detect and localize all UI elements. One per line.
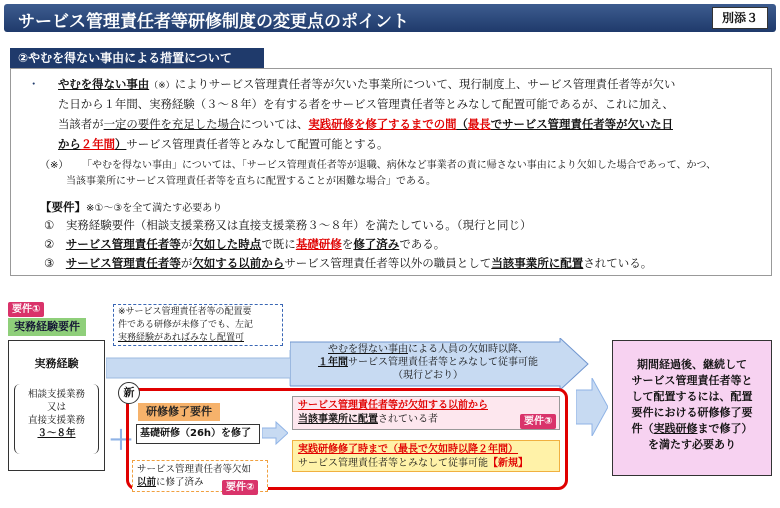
requirement-2: ② サービス管理責任者等が欠如した時点で既に基礎研修を修了済みである。 [44,237,446,251]
req3-box: サービス管理責任者等が欠如する以前から 当該事業所に配置されている者 [292,396,560,430]
current-rule-text: やむを得ない事由による人員の欠如時以降、 １年間サービス管理責任者等とみなして従事可能 （現行どおり） [298,343,558,382]
result-line: を満たす必要あり [648,438,736,451]
requirements-label: 【要件】※①～③を全て満たす必要あり [40,200,223,214]
req2-box: サービス管理責任者等欠如 以前に修了済み [132,460,268,492]
jitsumu-label: 実務経験要件 [8,318,86,336]
result-line: サービス管理責任者等と [631,374,753,387]
requirement-1: ① 実務経験要件（相談支援業務又は直接支援業務３～８年）を満たしている。（現行と同じ） [44,218,532,232]
callout-line: ※サービス管理責任者等の配置要 [118,307,252,317]
callout-line: 実務経験があればみなし配置可 [118,333,245,343]
para-line-2: た日から１年間、実務経験（３～８年）を有する者をサービス管理責任者等とみなして配置可能であるが、これに加え、 [58,97,674,111]
experience-title: 実務経験 [34,357,79,370]
new-mark: 新 [118,382,140,404]
exp-line: 相談支援業務 [27,389,85,400]
result-box: 期間経過後、継続して サービス管理責任者等と して配置するには、配置 要件における研修修了要 件（実践研修まで修了） を満たす必要あり [612,340,772,476]
note-line-2: 当該事業所にサービス管理責任者等を直ちに配置することが困難な場合」である。 [66,176,436,187]
basic-training-box: 基礎研修（26h）を修了 [136,424,260,444]
experience-bracket [14,384,99,454]
para-line-4: から２年間）サービス管理責任者等とみなして配置可能とする。 [58,137,389,151]
requirement-3-tag: 要件③ [520,414,556,429]
para-line-1: やむを得ない事由（※）によりサービス管理責任者等が欠いた事業所について、現行制度上、サービス管理責任者等が欠い [58,77,676,91]
arrow-to-result [576,378,608,436]
plus-sign: ＋ [108,426,135,456]
yellow-new-rule-box: 実践研修修了時まで（最長で欠如時以降２年間） サービス管理責任者等とみなして従事可能【新規】 [292,440,560,472]
exp-line: 直接支援業務 [27,415,85,426]
arrow-to-current [106,350,306,386]
callout-box [113,304,283,346]
note-line-1: 「やむを得ない事由」については、「サービス管理責任者等が退職、病休など事業者の責に帰さない事由により欠如した場合であって、かつ、 [82,160,717,171]
result-line: 期間経過後、継続して [637,358,747,371]
bullet: ・ [28,77,40,91]
result-line: して配置するには、配置 [631,390,753,403]
result-line: 要件における研修修了要 [631,406,753,419]
inner-arrow [262,420,288,446]
note-mark: （※） [40,160,69,171]
title-bar [4,4,776,32]
section-heading: ②やむを得ない事由による措置について [10,48,264,68]
exp-line: 又は [46,402,66,413]
req3-line: サービス管理責任者等が欠如する以前から [298,400,488,411]
para-line-3: 当該者が一定の要件を充足した場合については、実践研修を修了するまでの間（最長でサービス管理責任者等が欠いた日 [58,117,673,131]
current-note: （現行どおり） [393,370,463,381]
callout-line: 件である研修が未修了でも、左記 [118,320,254,330]
requirement-1-tag: 要件① [8,302,44,317]
attachment-label: 別添３ [712,7,768,29]
requirement-3: ③ サービス管理責任者等が欠如する以前からサービス管理責任者等以外の職員として当該事業所に配置されている。 [44,256,653,270]
training-req-label: 研修修了要件 [138,403,220,421]
page-title: サービス管理責任者等研修制度の変更点のポイント [18,12,409,32]
exp-line: ３～８年 [37,428,76,439]
requirement-2-tag: 要件② [222,480,258,495]
req2-line: サービス管理責任者等欠如 [137,464,252,475]
